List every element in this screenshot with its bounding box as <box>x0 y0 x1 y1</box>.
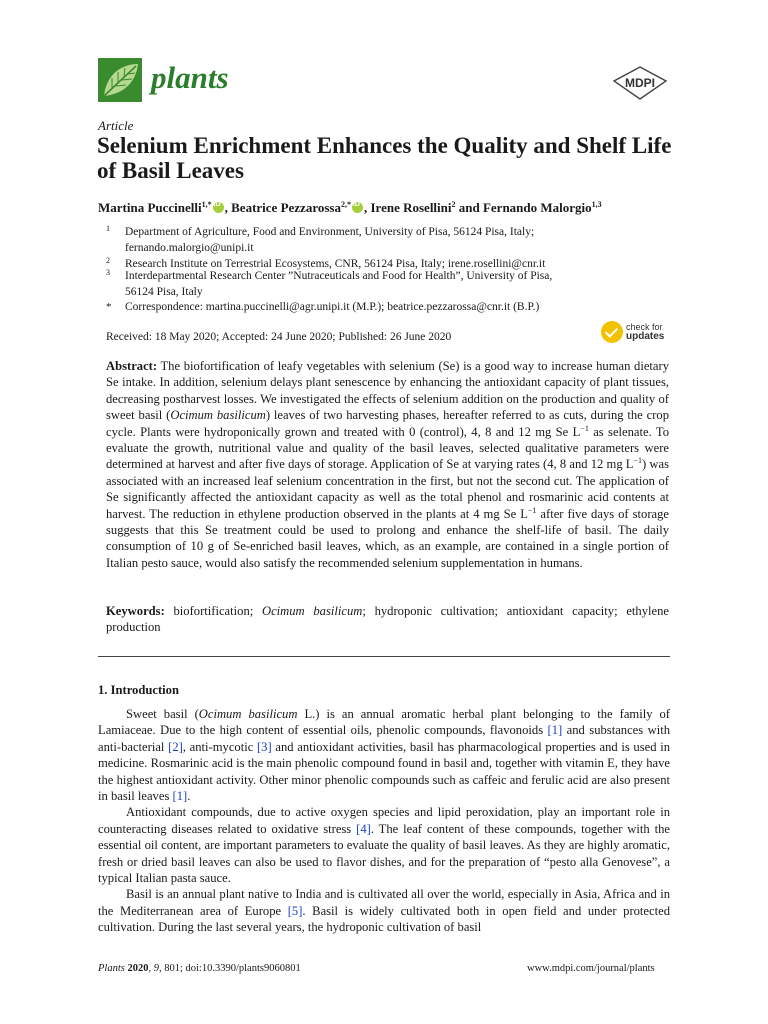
paragraph-text: L.) is an annual aromatic herbal plant belonging to the family of Lamiaceae. Due to the high content of essential oils, phenolic compounds, flavonoids <box>98 707 671 738</box>
abstract <box>106 358 669 571</box>
species-name: Ocimum basilicum <box>198 707 298 721</box>
keywords <box>106 603 669 636</box>
unit-exponent: −1 <box>527 505 537 515</box>
publisher-name: MDPI <box>625 76 655 90</box>
citation-link[interactable]: [2] <box>168 739 183 754</box>
species-name: Ocimum basilicum <box>170 408 266 423</box>
author-affiliation-marker: 1,* <box>201 200 212 209</box>
author-name: Fernando Malorgio <box>482 200 592 215</box>
citation-link[interactable]: [1] <box>172 789 188 804</box>
correspondence-marker: * <box>106 301 112 313</box>
citation-link[interactable]: [3] <box>256 739 272 754</box>
abstract-text: as selenate. To evaluate the growth, nutritional value and quality of the basil leaves, selected qualitative parameters were determined at harvest and after five days of storage. Application of Se at varying rates (4, 8 and 12 mg L <box>106 424 669 472</box>
publication-dates: Received: 18 May 2020; Accepted: 24 June 2020; Published: 26 June 2020 <box>106 331 452 343</box>
affiliation-1 <box>106 224 666 256</box>
check-updates-line2: updates <box>626 331 665 342</box>
author-name: Beatrice Pezzarossa <box>231 200 341 215</box>
mdpi-logo <box>612 66 668 100</box>
species-name: Ocimum basilicum <box>261 604 363 618</box>
footer-doi[interactable]: , 801; doi:10.3390/plants9060801 <box>158 963 301 974</box>
affiliation-number: 1 <box>106 224 110 233</box>
abstract-text: after five days of storage suggests that this Se treatment could be used to prolong and enhance the shelf-life of basil. The daily consumption of 10 g of Se-enriched basil leaves, which, as an example, are contained in a single portion of Italian pesto sauce, would also satisfy the recommended selenium supplementation in humans. <box>106 506 669 570</box>
abstract-text: ) was associated with an increased leaf selenium concentration in the first, but not the second cut. The application of Se significantly affected the antioxidant capacity as well as the total phenol and rosmarinic acid contents at harvest. The reduction in ethylene production observed in the plants at 4 mg Se L <box>106 457 670 521</box>
correspondence-line: Correspondence: martina.puccinelli@agr.unipi.it (M.P.); beatrice.pezzarossa@cnr.it (B.P.) <box>125 301 540 313</box>
affiliation-line: Department of Agriculture, Food and Environment, University of Pisa, 56124 Pisa, Italy; <box>125 226 535 238</box>
paragraph-text: and substances with anti-bacterial <box>98 723 670 754</box>
plants-journal-logo <box>98 58 142 102</box>
article-type: Article <box>98 118 134 133</box>
footer-journal: Plants <box>98 963 125 974</box>
paragraph-text: . Basil is widely cultivated both in open field and under protected cultivation. During the last several years, the hydroponic cultivation of basil <box>98 903 670 935</box>
author-separator: , <box>363 200 371 215</box>
author-affiliation-marker: 1,3 <box>591 200 602 209</box>
affiliation-3 <box>106 268 666 300</box>
paragraph-text: , anti-mycotic <box>182 739 257 754</box>
orcid-icon[interactable] <box>352 202 363 213</box>
paragraph <box>98 706 670 804</box>
affiliation-line: Interdepartmental Research Center ”Nutraceuticals and Food for Health”, University of Pisa, <box>125 270 553 282</box>
check-updates-line1: check for <box>626 322 663 332</box>
abstract-label: Abstract: <box>106 359 158 373</box>
author-list <box>98 200 602 216</box>
abstract-text: The biofortification of leafy vegetables with selenium (Se) is a good way to increase human dietary Se intake. In addition, selenium delays plant senescence by enhancing the antioxidant capacity of plant tissues, decreasing postharvest losses. We investigated the effects of selenium addition on the production and quality of sweet basil ( <box>106 359 669 423</box>
affiliation-number: 3 <box>106 268 110 277</box>
section-heading-introduction: 1. Introduction <box>98 683 179 697</box>
correspondence <box>106 299 666 315</box>
paragraph-text: Basil is an annual plant native to India and is cultivated all over the world, especially in Asia, Africa and in the Mediterranean area of Europe <box>98 887 670 918</box>
paragraph-text: Sweet basil ( <box>126 707 199 721</box>
check-mark-icon <box>601 321 623 343</box>
citation-link[interactable]: [1] <box>547 723 563 738</box>
author-affiliation-marker: 2,* <box>340 200 351 209</box>
unit-exponent: −1 <box>580 423 589 433</box>
abstract-text: ) leaves of two harvesting phases, hereafter referred to as cuts, during the crop cycle. Plants were hydroponically grown and treated with 0 (control), 4, 8 and 12 mg Se L <box>106 408 669 439</box>
citation-link[interactable]: [5] <box>287 903 303 918</box>
affiliation-email[interactable]: fernando.malorgio@unipi.it <box>125 242 254 254</box>
author-name: Irene Rosellini <box>370 200 452 215</box>
paragraph-text: Antioxidant compounds, due to active oxygen species and lipid peroxidation, play an important role in counteracting diseases related to oxidative stress <box>98 805 670 836</box>
affiliation-number: 2 <box>106 256 110 265</box>
paragraph <box>98 804 670 886</box>
author-separator: , <box>224 200 232 215</box>
paragraph-text: and antioxidant activities, basil has pharmacological properties and is used in medicine. Rosmarinic acid is the main phenolic compound found in basil and, together with vitamin E, they have the highest antioxidant activity. Other minor phenolic compounds such as caffeic and ferulic acid are also present in basil leaves <box>98 739 671 804</box>
keywords-text: ; hydroponic cultivation; antioxidant capacity; ethylene production <box>106 604 669 635</box>
paragraph <box>98 886 670 935</box>
footer-year: 2020 <box>127 963 149 974</box>
unit-exponent: −1 <box>633 456 643 466</box>
citation-link[interactable]: [4] <box>356 821 371 836</box>
citation-footer: Plants 2020, 9, 801; doi:10.3390/plants9060801 <box>98 963 301 974</box>
affiliation-line: 56124 Pisa, Italy <box>125 286 203 298</box>
keywords-text: biofortification; <box>164 604 262 618</box>
author-separator: and <box>455 200 483 215</box>
orcid-icon[interactable] <box>213 202 224 213</box>
introduction-body <box>98 706 670 936</box>
paragraph-text: . The leaf content of these compounds, together with the essential oil content, are important parameters to evaluate the quality of basil leaves. As they are highly aromatic, fresh or dried basil leaves can also be used to flavor dishes, and for the preparation of “pesto alla Genovese”, a typical Italian pasta sauce. <box>98 821 670 886</box>
article-title: Selenium Enrichment Enhances the Quality and Shelf Life of Basil Leaves <box>97 133 672 183</box>
keywords-label: Keywords: <box>106 604 165 618</box>
check-for-updates-button[interactable] <box>601 321 671 347</box>
journal-name: plants <box>151 60 229 95</box>
author-name: Martina Puccinelli <box>98 200 202 215</box>
paragraph-text: . <box>187 789 191 804</box>
journal-url[interactable]: www.mdpi.com/journal/plants <box>527 963 655 974</box>
footer-volume: 9 <box>153 963 159 974</box>
section-divider <box>98 656 670 657</box>
author-affiliation-marker: 2 <box>451 200 456 209</box>
affiliation-line: Research Institute on Terrestrial Ecosystems, CNR, 56124 Pisa, Italy; irene.rosellini@cnr.it <box>125 258 546 270</box>
